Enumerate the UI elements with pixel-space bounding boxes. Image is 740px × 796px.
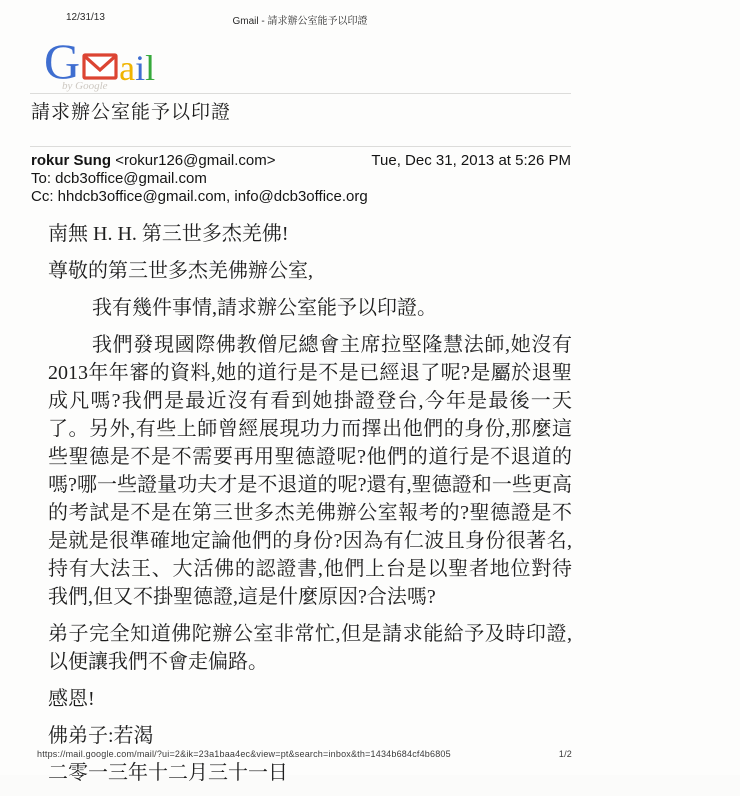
sender-name: rokur Sung [31,152,112,169]
cc-line: Cc: hhdcb3office@gmail.com, info@dcb3office.org [31,188,368,205]
body-paragraph-thanks: 感恩! [48,688,95,710]
sender-email: <rokur126@gmail.com> [115,152,276,169]
gmail-logo-letter-g: G [44,33,81,89]
message-date: Tue, Dec 31, 2013 at 5:26 PM [371,152,571,169]
print-title: Gmail - 請求辦公室能予以印證 [232,16,368,27]
divider-above-sender [30,146,571,147]
body-paragraph-main: 我們發現國際佛教僧尼總會主席拉堅隆慧法師,她沒有2013年年審的資料,她的道行是不是已經退了呢?是屬於退聖成凡嗎?我們是最近沒有看到她掛證登台,今年是最後一天了。另外,有些上師曾經展現功力而擇出他們的身份,那麼這些聖德是不是不需要再用聖德證呢?他們的道行是不退道的嗎?哪一些證量功夫才是不退道的呢?還有,聖德證和一些更高的考試是不是在第三世多杰羌佛辦公室報考的?聖德證是不是就是很準確地定論他們的身份?因為有仁波且身份很著名,持有大法王、大活佛的認證書,他們上台是以聖者地位對待我們,但又不掛聖德證,這是什麼原因?合法嗎? [48,334,572,608]
divider-above-subject [30,93,571,94]
print-date: 12/31/13 [66,12,105,23]
footer-url: https://mail.google.com/mail/?ui=2&ik=23a1baa4ec&view=pt&search=inbox&th=1434b684cf4b6805 [37,749,451,759]
body-paragraph-date: 二零一三年十二月三十一日 [48,762,288,784]
gmail-logo-letter-i: i [135,48,146,88]
body-paragraph-greeting: 尊敬的第三世多杰羌佛辦公室, [48,260,313,282]
gmail-logo-letter-a: a [119,48,136,88]
gmail-logo [44,33,156,89]
body-paragraph-intro: 我有幾件事情,請求辦公室能予以印證。 [92,297,437,319]
message-meta [31,152,571,206]
body-paragraph-request: 弟子完全知道佛陀辦公室非常忙,但是請求能給予及時印證,以便讓我們不會走偏路。 [48,623,572,673]
email-body [48,220,572,796]
email-subject: 請求辦公室能予以印證 [31,102,232,123]
body-paragraph-salutation: 南無 H. H. 第三世多杰羌佛! [48,223,289,245]
page-indicator: 1/2 [558,749,572,759]
body-paragraph-signature: 佛弟子:若渴 [48,725,154,747]
sender-row [31,152,571,170]
print-footer [0,749,740,759]
to-line: To: dcb3office@gmail.com [31,170,207,187]
gmail-logo-letter-l: l [145,48,156,88]
sender-line [31,152,276,170]
gmail-logo-tagline: by Google [62,80,108,92]
